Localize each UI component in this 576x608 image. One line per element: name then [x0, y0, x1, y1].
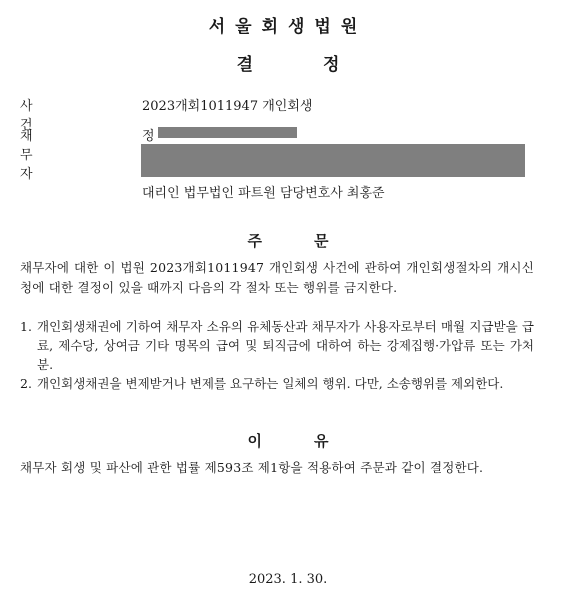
- order-item-text: 개인회생채권을 변제받거나 변제를 요구하는 일체의 행위. 다만, 소송행위를 제외한다.: [37, 376, 504, 391]
- order-item-number: 2.: [20, 376, 32, 391]
- reason-heading-left: 이: [247, 432, 262, 450]
- reason-heading: [0, 430, 576, 451]
- reason-paragraph: 채무자 회생 및 파산에 관한 법률 제593조 제1항을 적용하여 주문과 같이 결정한다.: [20, 460, 484, 475]
- case-label: 사 건: [20, 99, 53, 133]
- order-intro-paragraph: 채무자에 대한 이 법원 2023개회1011947 개인회생 사건에 관하여 개인회생절차의 개시신청에 대한 결정이 있을 때까지 다음의 각 절차 또는 행위를 금지한다.: [20, 260, 534, 295]
- debtor-name-redaction: [158, 127, 297, 138]
- debtor-attorney: 대리인 법무법인 파트원 담당변호사 최홍준: [142, 186, 385, 201]
- debtor-name-initial: 정: [142, 129, 155, 144]
- order-item-2: [20, 374, 534, 393]
- order-heading: [0, 230, 576, 251]
- court-name: 서울회생법원: [208, 17, 368, 37]
- document-title: 결정: [236, 55, 410, 75]
- order-item-text: 개인회생채권에 기하여 채무자 소유의 유체동산과 채무자가 사용자로부터 매월 지급받을 급료, 제수당, 상여금 기타 명목의 급여 및 퇴직금에 대하여 하는 강제집행·가압류 또는 가처분.: [37, 319, 534, 372]
- order-heading-right: 문: [314, 232, 329, 250]
- debtor-label: 채 무 자: [20, 129, 53, 182]
- order-item-1: [20, 317, 534, 374]
- order-heading-left: 주: [247, 232, 262, 250]
- decision-date: 2023. 1. 30.: [248, 572, 328, 587]
- reason-heading-right: 유: [314, 432, 329, 450]
- order-item-number: 1.: [20, 319, 32, 334]
- debtor-address-redaction: [141, 144, 525, 177]
- case-number: 2023개회1011947 개인회생: [142, 99, 313, 114]
